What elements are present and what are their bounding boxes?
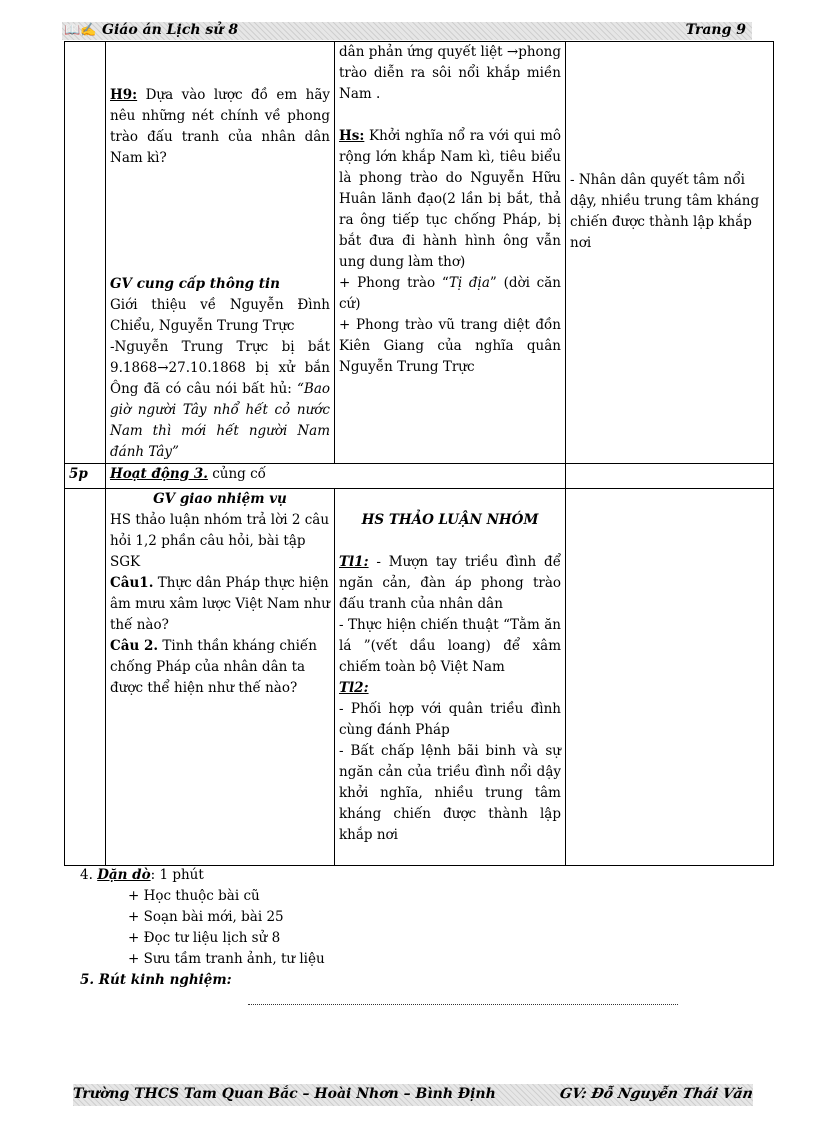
homework-item: + Soạn bài mới, bài 25 [128, 909, 284, 925]
question-2: Câu 2. Tinh thần kháng chiến chống Pháp của nhân dân ta được thể hiện như thế nào? [110, 638, 317, 696]
activity-text: củng cố [212, 466, 266, 482]
task-intro: HS thảo luận nhóm trả lời 2 câu hỏi 1,2 phần câu hỏi, bài tập SGK [110, 512, 330, 570]
school-name: Trường THCS Tam Quan Bắc – Hoài Nhơn – Bình Định [73, 1086, 496, 1102]
kien-giang-text: + Phong trào vũ trang diệt đồn Kiên Giang của nghĩa quân Nguyễn Trung Trực [339, 317, 561, 375]
student-activity-cell [335, 489, 566, 866]
answer-2-label: Tl2: [339, 680, 369, 696]
time-cell [65, 42, 106, 464]
content-summary: - Nhân dân quyết tâm nổi dậy, nhiều trung tâm kháng chiến được thành lập khắp nơi [570, 172, 760, 251]
famous-quote: “Bao giờ người Tây nhổ hết cỏ nước Nam thì mới hết người Nam đánh Tây” [110, 381, 330, 460]
book-pen-icon: 📖✍ [64, 23, 97, 38]
empty-cell [566, 464, 774, 489]
page-number: Trang 9 [685, 22, 746, 38]
homework-item: + Sưu tầm tranh ảnh, tư liệu [128, 951, 325, 967]
document-title: Giáo án Lịch sử 8 [102, 22, 239, 38]
notes-dotted-line [248, 996, 678, 1005]
homework-section [80, 865, 680, 991]
content-cell [566, 42, 774, 464]
time-cell [65, 489, 106, 866]
content-cell [566, 489, 774, 866]
answer-2-b: - Bất chấp lệnh bãi binh và sự ngăn cản của triều đình nổi dậy khởi nghĩa, nhiều trung tâm kháng chiến được thành lập khắp nơi [339, 743, 561, 843]
gv-info-heading: GV cung cấp thông tin [110, 276, 280, 292]
answer-1-b: - Thực hiện chiến thuật “Tằm ăn lá ”(vết dầu loang) để xâm chiếm toàn bộ Việt Nam [339, 617, 561, 675]
discussion-heading: HS THẢO LUẬN NHÓM [361, 512, 539, 528]
answer-2-a: - Phối hợp với quân triều đình cùng đánh Pháp [339, 701, 561, 738]
table-row [65, 42, 774, 464]
trung-truc-text: -Nguyễn Trung Trực bị bắt 9.1868→27.10.1868 bị xử bắn Ông đã có câu nói bất hủ: “Bao giờ người Tây nhổ hết cỏ nước Nam thì mới hết người Nam đánh Tây” [110, 339, 330, 460]
reaction-text: dân phản ứng quyết liệt →phong trào diễn ra sôi nổi khắp miền Nam . [339, 44, 561, 102]
page-header [62, 22, 752, 40]
experience-heading: 5. Rút kinh nghiệm: [80, 972, 232, 988]
lesson-table [64, 41, 774, 866]
question-h9: H9: Dựa vào lược đồ em hãy nêu những nét chính về phong trào đấu tranh của nhân dân Nam kì? [110, 87, 330, 166]
activity-heading-cell [106, 464, 566, 489]
table-row [65, 464, 774, 489]
question-1: Câu1. Thực dân Pháp thực hiện âm mưu xâm lược Việt Nam như thế nào? [110, 575, 330, 633]
tidia-text: + Phong trào “Tị địa” (dời căn cứ) [339, 275, 561, 312]
homework-heading: 4. Dặn dò: 1 phút [80, 867, 204, 883]
time-cell: 5p [65, 464, 106, 489]
hs-answer: Hs: Khởi nghĩa nổ ra với qui mô rộng lớn khắp Nam kì, tiêu biểu là phong trào do Nguyễn Hữu Huân lãnh đạo(2 lần bị bắt, thả ra ông tiếp tục chống Pháp, bị bắt đưa đi hành hình ông vẫn ung dung làm thơ) [339, 128, 561, 270]
homework-item: + Đọc tư liệu lịch sử 8 [128, 930, 281, 946]
homework-item: + Học thuộc bài cũ [128, 888, 260, 904]
activity-label: Hoạt động 3. [110, 466, 208, 482]
teacher-signature: GV: Đỗ Nguyễn Thái Văn [558, 1086, 755, 1102]
gv-info-text: Giới thiệu về Nguyễn Đình Chiểu, Nguyễn Trung Trực [110, 297, 330, 334]
gv-task-heading: GV giao nhiệm vụ [153, 491, 287, 507]
page-footer [73, 1084, 753, 1106]
teacher-activity-cell [106, 489, 335, 866]
answer-1: Tl1: - Mượn tay triều đình để ngăn cản, đàn áp phong trào đấu tranh của nhân dân [339, 554, 561, 612]
table-row [65, 489, 774, 866]
student-activity-cell [335, 42, 566, 464]
teacher-activity-cell [106, 42, 335, 464]
